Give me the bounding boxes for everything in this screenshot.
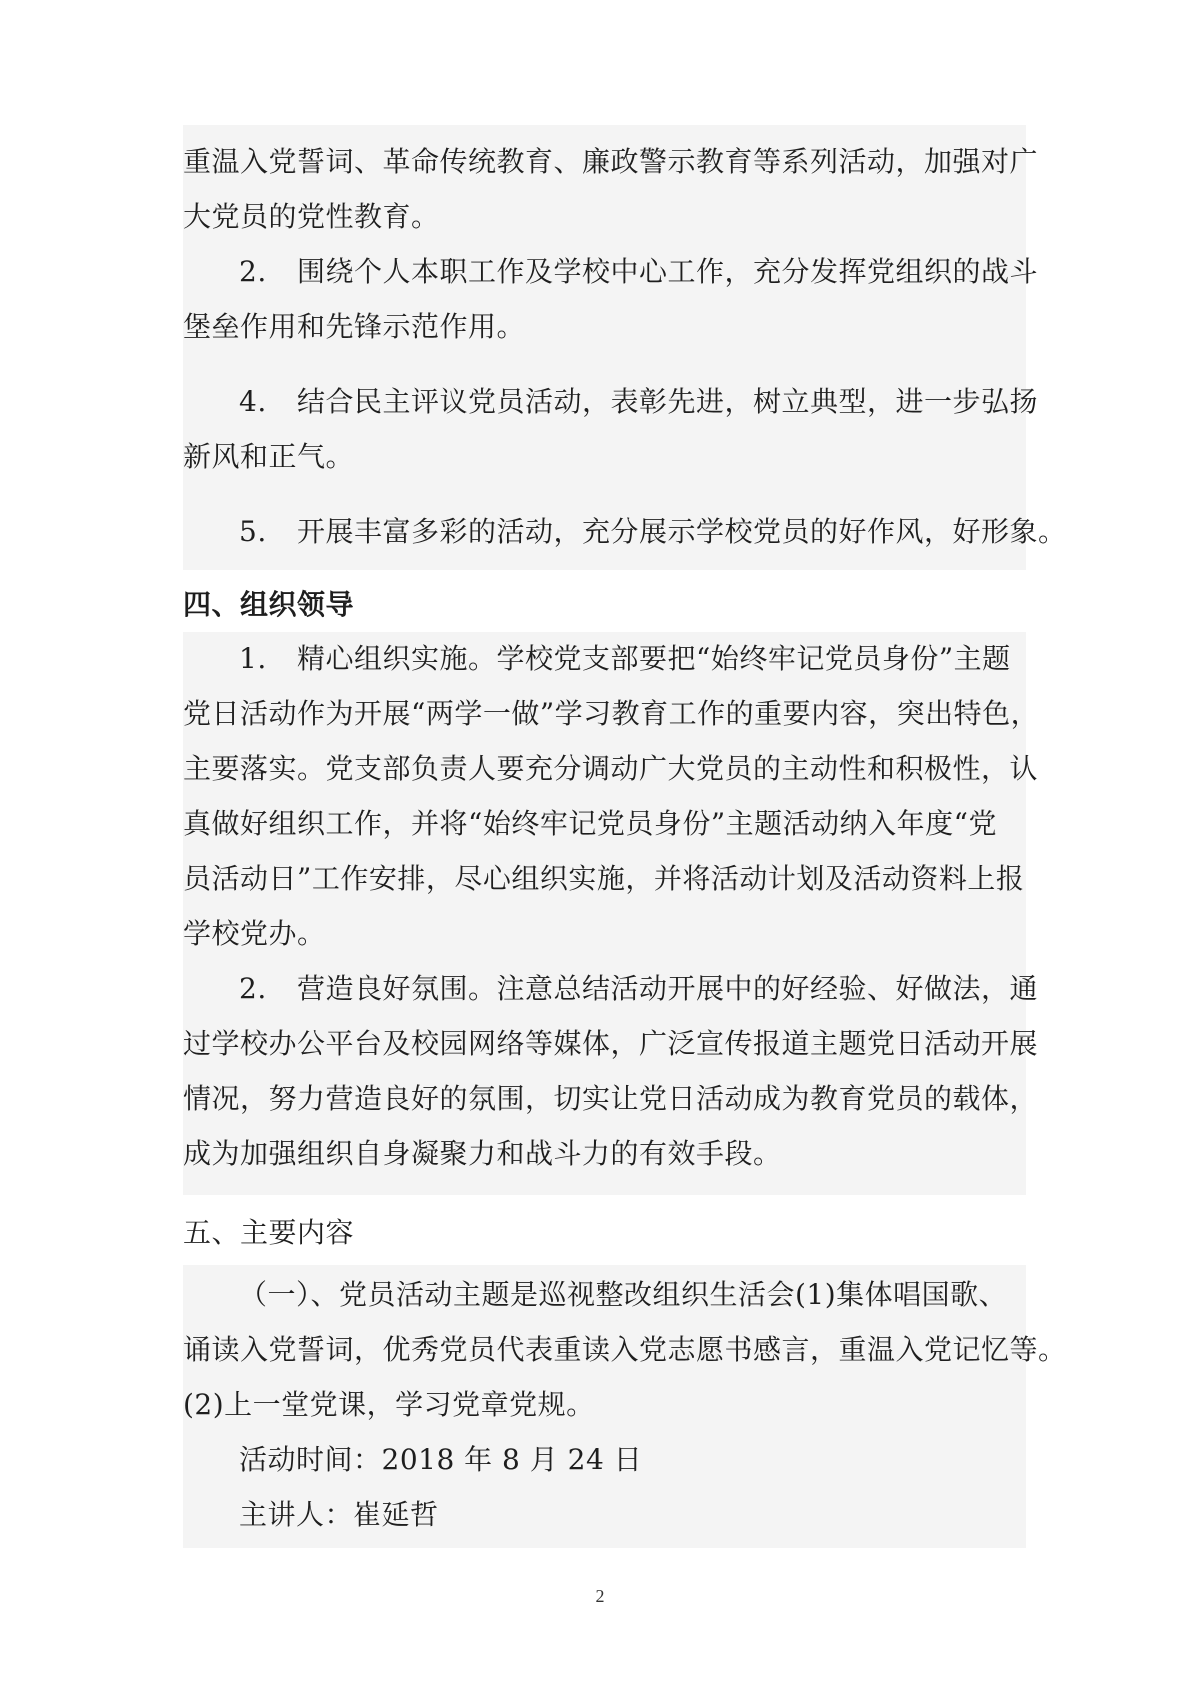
paragraph-line: (2)上一堂党课，学习党章党规。 (183, 1388, 595, 1421)
paragraph-line: 重温入党誓词、革命传统教育、廉政警示教育等系列活动，加强对广 (183, 145, 1039, 178)
paragraph-line: 过学校办公平台及校园网络等媒体，广泛宣传报道主题党日活动开展 (183, 1027, 1039, 1060)
list-number: 2. (239, 972, 267, 1005)
paragraph-line: 成为加强组织自身凝聚力和战斗力的有效手段。 (183, 1137, 782, 1170)
paragraph-line: （一）、党员活动主题是巡视整改组织生活会(1)集体唱国歌、 (239, 1278, 1008, 1311)
section-heading-5 (183, 1205, 1026, 1260)
paragraph-line: 堡垒作用和先锋示范作用。 (183, 310, 526, 343)
list-section (183, 125, 1067, 570)
paragraph-line: 主要落实。党支部负责人要充分调动广大党员的主动性和积极性，认 (183, 752, 1039, 785)
organization-section (183, 632, 1040, 1195)
list-item-2 (183, 252, 1082, 292)
org-item-1 (183, 639, 1082, 679)
list-item-text: 精心组织实施。学校党支部要把“始终牢记党员身份”主题 (297, 642, 1011, 675)
paragraph-line: 大党员的党性教育。 (183, 200, 440, 233)
list-item-text: 围绕个人本职工作及学校中心工作，充分发挥党组织的战斗 (297, 255, 1039, 288)
list-item-4 (183, 382, 1082, 422)
paragraph-line: 党日活动作为开展“两学一做”学习教育工作的重要内容，突出特色， (183, 697, 1040, 730)
activity-time: 活动时间：2018 年 8 月 24 日 (239, 1443, 643, 1476)
heading-text: 五、主要内容 (183, 1216, 355, 1249)
org-item-2 (183, 969, 1082, 1009)
paragraph-line: 新风和正气。 (183, 440, 355, 473)
paragraph-line: 诵读入党誓词，优秀党员代表重读入党志愿书感言，重温入党记忆等。 (183, 1333, 1067, 1366)
page-number: 2 (595, 1586, 605, 1606)
list-number: 4. (239, 385, 267, 418)
list-number: 1. (239, 642, 267, 675)
speaker: 主讲人：崔延哲 (239, 1498, 439, 1531)
list-item-text: 结合民主评议党员活动，表彰先进，树立典型，进一步弘扬 (297, 385, 1039, 418)
paragraph-line: 真做好组织工作，并将“始终牢记党员身份”主题活动纳入年度“党 (183, 807, 997, 840)
heading-text: 四、组织领导 (183, 588, 355, 621)
list-number: 2. (239, 255, 267, 288)
content-section (183, 1265, 1067, 1548)
list-item-text: 开展丰富多彩的活动，充分展示学校党员的好作风，好形象。 (297, 515, 1067, 548)
paragraph-line: 学校党办。 (183, 917, 326, 950)
section-heading-4 (183, 580, 1026, 630)
list-number: 5. (239, 515, 267, 548)
paragraph-line: 情况，努力营造良好的氛围，切实让党日活动成为教育党员的载体， (183, 1082, 1039, 1115)
list-item-text: 营造良好氛围。注意总结活动开展中的好经验、好做法，通 (297, 972, 1039, 1005)
paragraph-line: 员活动日”工作安排，尽心组织实施，并将活动计划及活动资料上报 (183, 862, 1025, 895)
list-item-5 (183, 512, 1082, 552)
